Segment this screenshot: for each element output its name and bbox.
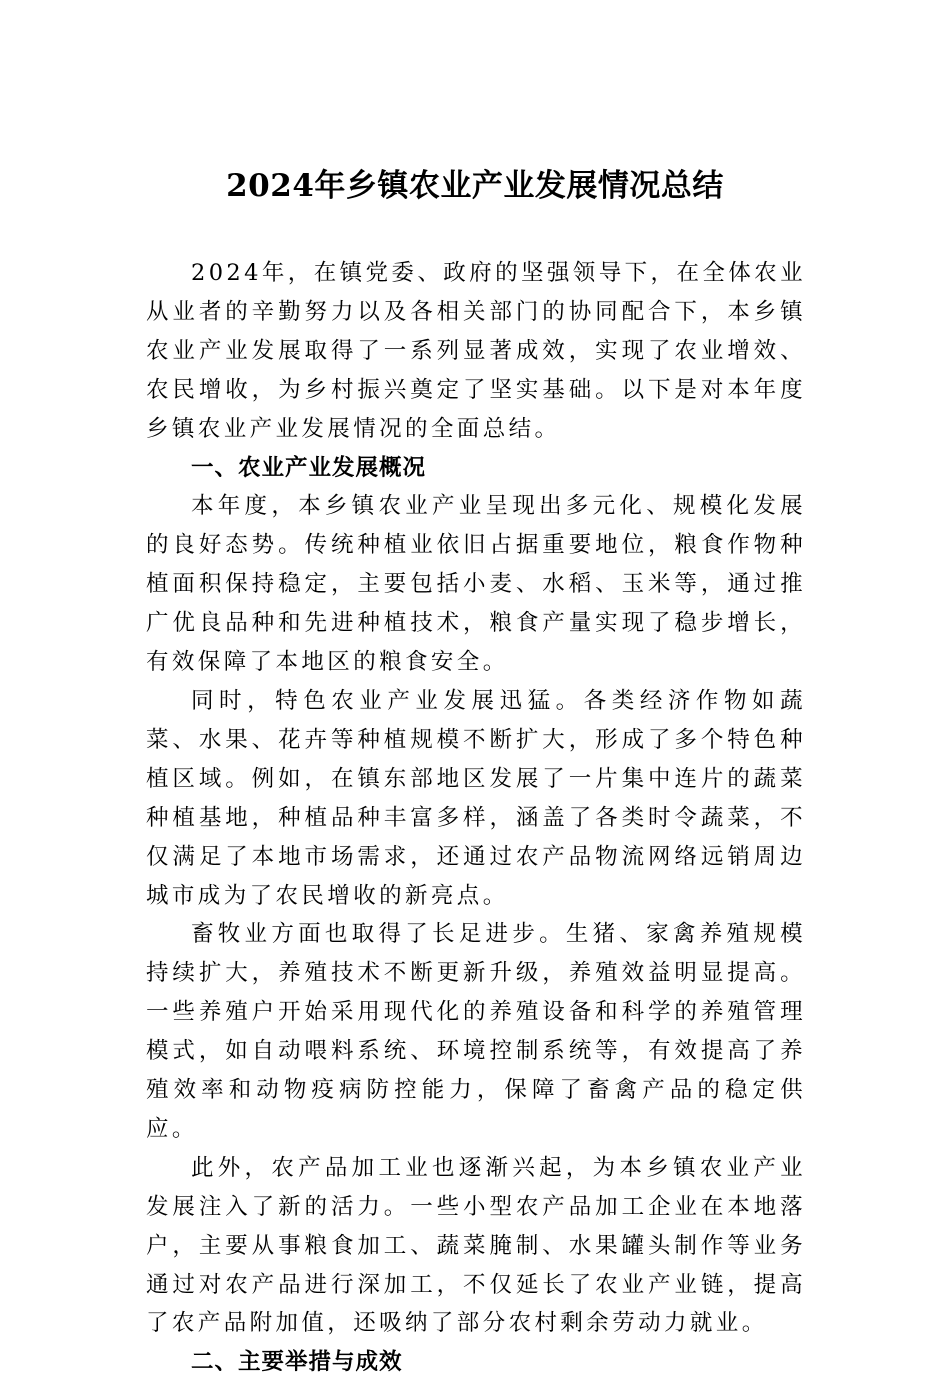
body-paragraph: 本年度，本乡镇农业产业呈现出多元化、规模化发展的良好态势。传统种植业依旧占据重要地位，粮食作物种植面积保持稳定，主要包括小麦、水稻、玉米等，通过推广优良品种和先进种植技术，粮食产量实现了稳步增长，有效保障了本地区的粮食安全。 <box>146 493 806 676</box>
document-body <box>146 254 806 1382</box>
document-title: 2024年乡镇农业产业发展情况总结 <box>226 168 724 204</box>
section-heading-2: 二、主要举措与成效 <box>191 1349 403 1376</box>
section-heading-1: 一、农业产业发展概况 <box>191 454 427 481</box>
body-paragraph: 同时，特色农业产业发展迅猛。各类经济作物如蔬菜、水果、花卉等种植规模不断扩大，形成了多个特色种植区域。例如，在镇东部地区发展了一片集中连片的蔬菜种植基地，种植品种丰富多样，涵盖了各类时令蔬菜，不仅满足了本地市场需求，还通过农产品物流网络远销周边城市成为了农民增收的新亮点。 <box>146 687 806 909</box>
intro-paragraph: 2024年，在镇党委、政府的坚强领导下，在全体农业从业者的辛勤努力以及各相关部门的协同配合下，本乡镇农业产业发展取得了一系列显著成效，实现了农业增效、农民增收，为乡村振兴奠定了坚实基础。以下是对本年度乡镇农业产业发展情况的全面总结。 <box>146 260 806 442</box>
body-paragraph: 畜牧业方面也取得了长足进步。生猪、家禽养殖规模持续扩大，养殖技术不断更新升级，养殖效益明显提高。一些养殖户开始采用现代化的养殖设备和科学的养殖管理模式，如自动喂料系统、环境控制系统等，有效提高了养殖效率和动物疫病防控能力，保障了畜禽产品的稳定供应。 <box>146 921 806 1142</box>
body-paragraph: 此外，农产品加工业也逐渐兴起，为本乡镇农业产业发展注入了新的活力。一些小型农产品加工企业在本地落户，主要从事粮食加工、蔬菜腌制、水果罐头制作等业务通过对农产品进行深加工，不仅延长了农业产业链，提高了农产品附加值，还吸纳了部分农村剩余劳动力就业。 <box>146 1154 806 1337</box>
